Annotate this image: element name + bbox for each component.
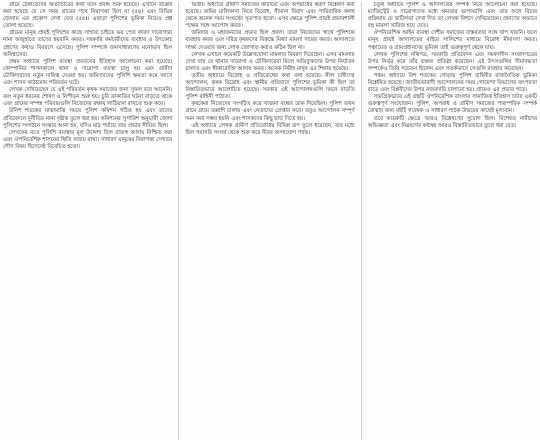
paragraph: তৃতীয় অধ্যায়ে বিদ্রোহ ও প্রতিরোধের কথা বলা হয়েছে। নীল চাষীদের আন্দোলন, কৃষক বিদ্রোহ এবং স্থানীয় প্রতিবাদে পুলিশের ভূমিকা কী ছিল তা বিস্তারিতভাবে আলোচিত হয়েছে। সরকার এই আন্দোলনগুলি দমনে বাড়তি পুলিশ বাহিনী পাঠাত। bbox=[185, 72, 355, 101]
paragraph: প্রথম অধ্যায়ে পুলিশ ব্যবস্থা প্রবর্তনের ইতিহাস আলোচনা করা হয়েছে। কোম্পানির শাসনকালে থানা ও দারোগা ব্যবস্থা চালু হয় এবং গ্রামীণ চৌকিদারদের নতুন দায়িত্ব দেওয়া হয়। জমিদারদের পুলিশি ক্ষমতা কমে আসে এবং শাসন কাঠামোয় পরিবর্তন ঘটে। bbox=[3, 58, 173, 87]
paragraph: ঔপনিবেশিক আইন ব্যবস্থা দেশীয় সমাজের বাস্তবতার সঙ্গে খাপ খায়নি। ফলে মানুষ প্রায়ই আদালতের বাইরে সালিশের মাধ্যমে বিরোধ মীমাংসা করত। পঞ্চায়েত ও গ্রামপ্রধানদের ভূমিকা তাই গুরুত্বপূর্ণ থেকে যায়। bbox=[367, 30, 537, 51]
column-divider bbox=[178, 2, 179, 440]
paragraph: লেখক পুলিশের নথিপত্র, সরকারি প্রতিবেদন এবং সমকালীন সংবাদপত্রের উপর নির্ভর করে তাঁর বক্তব্য প্রতিষ্ঠা করেছেন। এই উৎসগুলির সীমাবদ্ধতা সম্পর্কেও তিনি সচেতন ছিলেন এবং সতর্কভাবে সেগুলি ব্যবহার করেছেন। bbox=[367, 51, 537, 72]
text-column-2 bbox=[185, 2, 354, 440]
paragraph: তবে কয়েকটি ক্ষেত্রে আরও বিশ্লেষণের সুযোগ ছিল। বিশেষত নারীদের অভিজ্ঞতা এবং নিম্নবর্গের কণ্ঠস্বর আরও বিস্তারিতভাবে তুলে ধরা যেত। bbox=[367, 115, 537, 129]
paragraph: সামগ্রিকভাবে এই গ্রন্থটি ঔপনিবেশিক বাংলার সামাজিক ইতিহাস চর্চায় একটি গুরুত্বপূর্ণ সংযোজন। পুলিশ, অপরাধ ও গ্রামীণ সমাজের পারস্পরিক সম্পর্ক বোঝার জন্য বইটি গবেষক ও সাধারণ পাঠক উভয়ের কাছেই মূল্যবান। bbox=[367, 94, 537, 115]
paragraph: লেখক এখানে কয়েকটি উল্লেখযোগ্য মামলার বিবরণ দিয়েছেন। এসব মামলায় দেখা যায় যে থানার দারোগা ও চৌকিদারেরা মিলে অভিযুক্তদের উপর নির্যাতন চালাত এবং স্বীকারোক্তি আদায় করত। অনেক নিরীহ মানুষ এর শিকার হয়েছে। bbox=[185, 51, 355, 72]
text-column-1 bbox=[3, 2, 172, 440]
paragraph: দ্বিতীয় অধ্যায়ে গ্রামীণ সমাজের কাঠামো এবং অপরাধের স্বরূপ বিশ্লেষণ করা হয়েছে। জমির মালিকানা নিয়ে বিরোধ, সীমানা বিবাদ এবং পারিবারিক কলহ থেকে অনেক সময় সংঘর্ষের সূত্রপাত হতো। এসব ক্ষেত্রে পুলিশ প্রায়ই প্রভাবশালী পক্ষের সঙ্গে আপোস করত। bbox=[185, 2, 355, 30]
column-divider bbox=[361, 2, 362, 440]
paragraph: গ্রামে ঠেঙ্গাড়েদের অত্যাচারের কথা বলে প্রবন্ধ শুরু হয়েছে। এখানে উল্লেখ করা হয়েছে যে সে সময় গ্রামের পথে নিরাপত্তা ছিল না (৫৪) এবং বিভিন্ন জেলায় এর প্রকোপ দেখা যেত (৫৫)। এছাড়া পুলিশের ভূমিকা নিয়েও প্রশ্ন তোলা হয়েছে। bbox=[3, 2, 173, 30]
paragraph: কৃষকেরা নিজেদের সংগঠিত করে খাজনা বন্ধের ডাক দিয়েছিল। পুলিশ তখন গ্রামে গ্রামে তল্লাশি চালায় এবং নেতাদের গ্রেপ্তার করে। তবুও আন্দোলন সম্পূর্ণ দমন করা সম্ভব হয়নি এবং শাসকদের কিছু ছাড় দিতে হয়। bbox=[185, 101, 355, 122]
paragraph: এই অধ্যায়ে লেখক গ্রামীণ প্রতিরোধের বিভিন্ন রূপ তুলে ধরেছেন, যার মধ্যে ছিল সরাসরি সংঘর্ষ থেকে শুরু করে নীরব অসহযোগ পর্যন্ত। bbox=[185, 122, 355, 136]
paragraph: পঞ্চম অধ্যায়ে বিশ শতকের গোড়ায় পুলিশ বাহিনীর রাজনৈতিক ভূমিকা বিশ্লেষিত হয়েছে। জাতীয়তাবাদী আন্দোলনের সময় গোয়েন্দা বিভাগের তৎপরতা বাড়ে এবং বিপ্লবীদের উপর নজরদারি চালানো হয়। গ্রামেও এর প্রভাব পড়ে। bbox=[367, 72, 537, 94]
paragraph: উনিশ শতকের মাঝামাঝি সময়ে পুলিশ কমিশন গঠিত হয় এবং তাদের প্রতিবেদনে দুর্নীতির নানা দৃষ্টান্ত তুলে ধরা হয়। কমিশনের সুপারিশ অনুযায়ী জেলা পুলিশের সংগঠনে সংস্কার আনা হয়, যদিও মাঠ পর্যায়ে তার প্রভাব সীমিত ছিল। bbox=[3, 108, 173, 129]
paragraph: লেখক দেখিয়েছেন যে এই পরিবর্তন কৃষক সমাজের জন্য সুফল বয়ে আনেনি। বরং নতুন ধরনের শোষণ ও নিপীড়ন শুরু হয়। চুরি ডাকাতির ঘটনা বাড়তে থাকে এবং গ্রামের সম্পন্ন পরিবারগুলি নিজেদের রক্ষায় লাঠিয়াল রাখতে শুরু করে। bbox=[3, 87, 173, 108]
paragraph: চতুর্থ অধ্যায়ে পুলিশ ও আদালতের সম্পর্ক নিয়ে আলোচনা করা হয়েছে। ম্যাজিস্ট্রেট ও দারোগাদের মধ্যে ক্ষমতার ভাগাভাগি এবং তার ফলে বিচার প্রক্রিয়ায় যে জটিলতা দেখা দিত তা লেখক বিশদে দেখিয়েছেন। প্রমাণের অভাবে বহু মামলা খারিজ হয়ে যেত। bbox=[367, 2, 537, 30]
paragraph: জমিদার ও মহাজনদের প্রভাব ছিল প্রবল। তারা নিজেদের স্বার্থে পুলিশকে ব্যবহার করত এবং দরিদ্র কৃষকদের বিরুদ্ধে মিথ্যা মামলা দায়ের করত। আদালতে সাক্ষ্য দেওয়ার জন্য লোক জোগাড় করাও কঠিন ছিল না। bbox=[185, 30, 355, 51]
paragraph: গ্রামের মানুষ প্রায়ই পুলিশের কাছে সাহায্য চাইতে ভয় পেত কারণ দারোগারা নানা অজুহাতে তাদের হয়রানি করত। সরকারি কর্মচারীদের ব্যবহার ও উৎকোচ গ্রহণের কথাও বিবরণে এসেছে। পুলিশ সম্পর্কে জনসাধারণের মনোভাব ছিল অবিশ্বাসের। bbox=[3, 30, 173, 58]
text-column-3 bbox=[368, 2, 537, 440]
paragraph: লেখকের মতে পুলিশি ব্যবস্থার মূল উদ্দেশ্য ছিল রাজস্ব আদায় নিশ্চিত করা এবং ঔপনিবেশিক শাসনের স্থিতি বজায় রাখা। সাধারণ মানুষের নিরাপত্তা সেখানে গৌণ বিষয় হিসেবেই বিবেচিত হতো। bbox=[3, 129, 173, 150]
